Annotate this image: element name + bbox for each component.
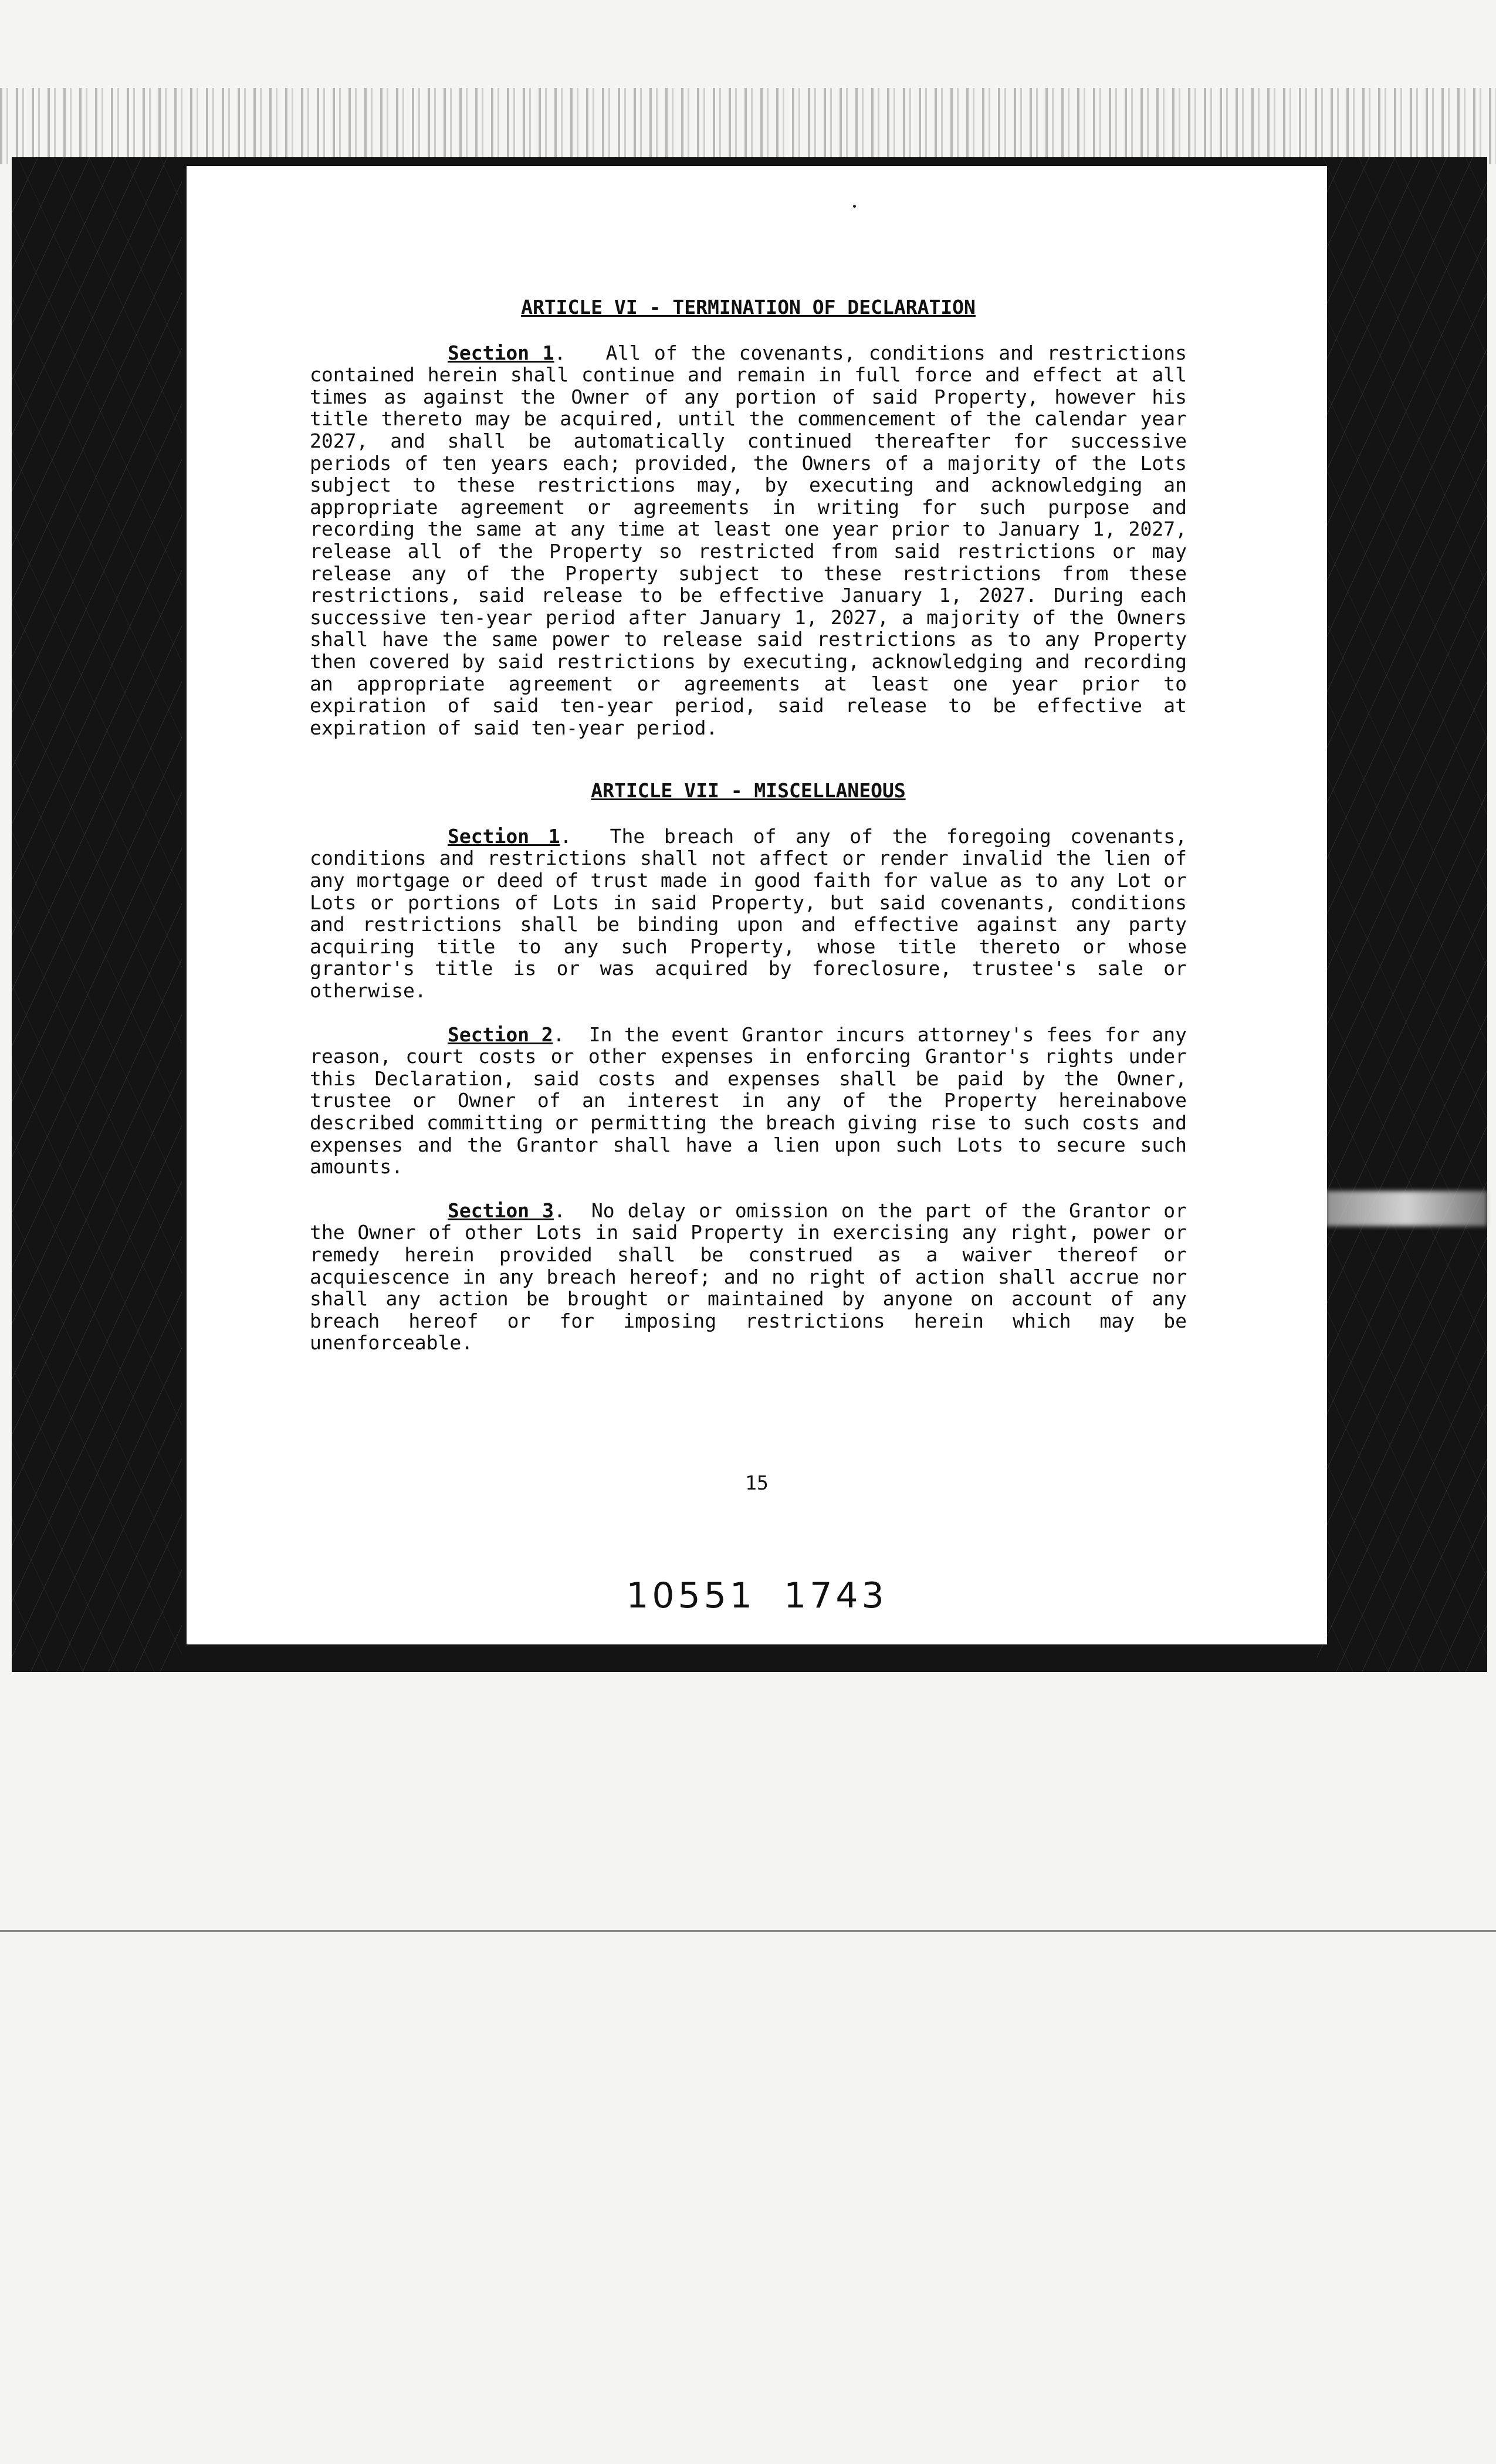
scan-noise-top	[0, 88, 1496, 164]
scan-edge-line	[0, 1930, 1496, 1932]
scan-smudge	[1326, 1191, 1487, 1226]
section-label: Section 1	[448, 824, 560, 848]
article-vii-section-3: Section 3. No delay or omission on the part of the Grantor or the Owner of other Lots in said Property in exercising any right, power or remedy herein provided shall be construed as a waiver thereof or acquiescence in any breach hereof; and no right of action shall accrue nor shall any action be brought or maintained by anyone on account of any breach hereof or for imposing restrictions herein which may be unenforceable.	[310, 1199, 1187, 1355]
document-page	[187, 166, 1327, 1644]
section-text: No delay or omission on the part of the Grantor or the Owner of other Lots in said Property in exercising any right, power or remedy herein provided shall be construed as a waiver thereof or acquiescence in any breach hereof; and no right of action shall accrue nor shall any action be brought or maintained by anyone on account of any breach hereof or for imposing restrictions herein which may be unenforceable.	[310, 1199, 1187, 1355]
page-number: 15	[745, 1471, 769, 1494]
section-label: Section 1	[448, 341, 554, 364]
section-label: Section 2	[448, 1023, 553, 1046]
recording-stamp	[187, 1575, 1327, 1616]
article-vii-section-1: Section 1. The breach of any of the foregoing covenants, conditions and restrictions shall not affect or render invalid the lien of any mortgage or deed of trust made in good faith for value as to any Lot or Lots or portions of Lots in said Property, but said covenants, conditions and restrictions shall be binding upon and effective against any party acquiring title to any such Property, whose title thereto or whose grantor's title is or was acquired by foreclosure, trustee's sale or otherwise.	[310, 824, 1187, 1003]
section-text: In the event Grantor incurs attorney's fees for any reason, court costs or other expenses in enforcing Grantor's rights under this Declaration, said costs and expenses shall be paid by the Owner, trustee or Owner of an interest in any of the Property hereinabove described committing or permitting the breach giving rise to such costs and expenses and the Grantor shall have a lien upon such Lots to secure such amounts.	[310, 1023, 1187, 1179]
stamp-book-number: 10551	[626, 1575, 756, 1616]
section-text: All of the covenants, conditions and restrictions contained herein shall continue and remain in full force and effect at all times as against the Owner of any portion of said Property, however his title thereto may be acquired, until the commencement of the calendar year 2027, and shall be automatically continued thereafter for successive periods of ten years each; provided, the Owners of a majority of the Lots subject to these restrictions may, by executing and acknowledging an appropriate agreement or agreements in writing for such purpose and recording the same at any time at least one year prior to January 1, 2027, release all of the Property so restricted from said restrictions or may release any of the Property subject to these restrictions from these restrictions, said release to be effective January 1, 2027. During each successive ten-year period after January 1, 2027, a majority of the Owners shall have the same power to release said restrictions as to any Property then covered by said restrictions by executing, acknowledging and recording an appropriate agreement or agreements at least one year prior to expiration of said ten-year period, said release to be effective at expiration of said ten-year period.	[310, 341, 1187, 739]
stamp-page-number: 1743	[784, 1575, 888, 1616]
section-text: The breach of any of the foregoing covenants, conditions and restrictions shall not affect or render invalid the lien of any mortgage or deed of trust made in good faith for value as to any Lot or Lots or portions of Lots in said Property, but said covenants, conditions and restrictions shall be binding upon and effective against any party acquiring title to any such Property, whose title thereto or whose grantor's title is or was acquired by foreclosure, trustee's sale or otherwise.	[310, 824, 1187, 1003]
article-vii-section-2: Section 2. In the event Grantor incurs attorney's fees for any reason, court costs or other expenses in enforcing Grantor's rights under this Declaration, said costs and expenses shall be paid by the Owner, trustee or Owner of an interest in any of the Property hereinabove described committing or permitting the breach giving rise to such costs and expenses and the Grantor shall have a lien upon such Lots to secure such amounts.	[310, 1023, 1187, 1179]
scan-speck	[853, 205, 856, 208]
section-label: Section 3	[448, 1199, 554, 1222]
document-body	[310, 296, 1187, 1376]
article-vii-heading: ARTICLE VII - MISCELLANEOUS	[591, 779, 906, 803]
article-vi-heading: ARTICLE VI - TERMINATION OF DECLARATION	[521, 296, 976, 319]
article-vi-section-1: Section 1. All of the covenants, conditions and restrictions contained herein shall continue and remain in full force and effect at all times as against the Owner of any portion of said Property, however his title thereto may be acquired, until the commencement of the calendar year 2027, and shall be automatically continued thereafter for successive periods of ten years each; provided, the Owners of a majority of the Lots subject to these restrictions may, by executing and acknowledging an appropriate agreement or agreements in writing for such purpose and recording the same at any time at least one year prior to January 1, 2027, release all of the Property so restricted from said restrictions or may release any of the Property subject to these restrictions from these restrictions, said release to be effective January 1, 2027. During each successive ten-year period after January 1, 2027, a majority of the Owners shall have the same power to release said restrictions as to any Property then covered by said restrictions by executing, acknowledging and recording an appropriate agreement or agreements at least one year prior to expiration of said ten-year period, said release to be effective at expiration of said ten-year period.	[310, 341, 1187, 739]
